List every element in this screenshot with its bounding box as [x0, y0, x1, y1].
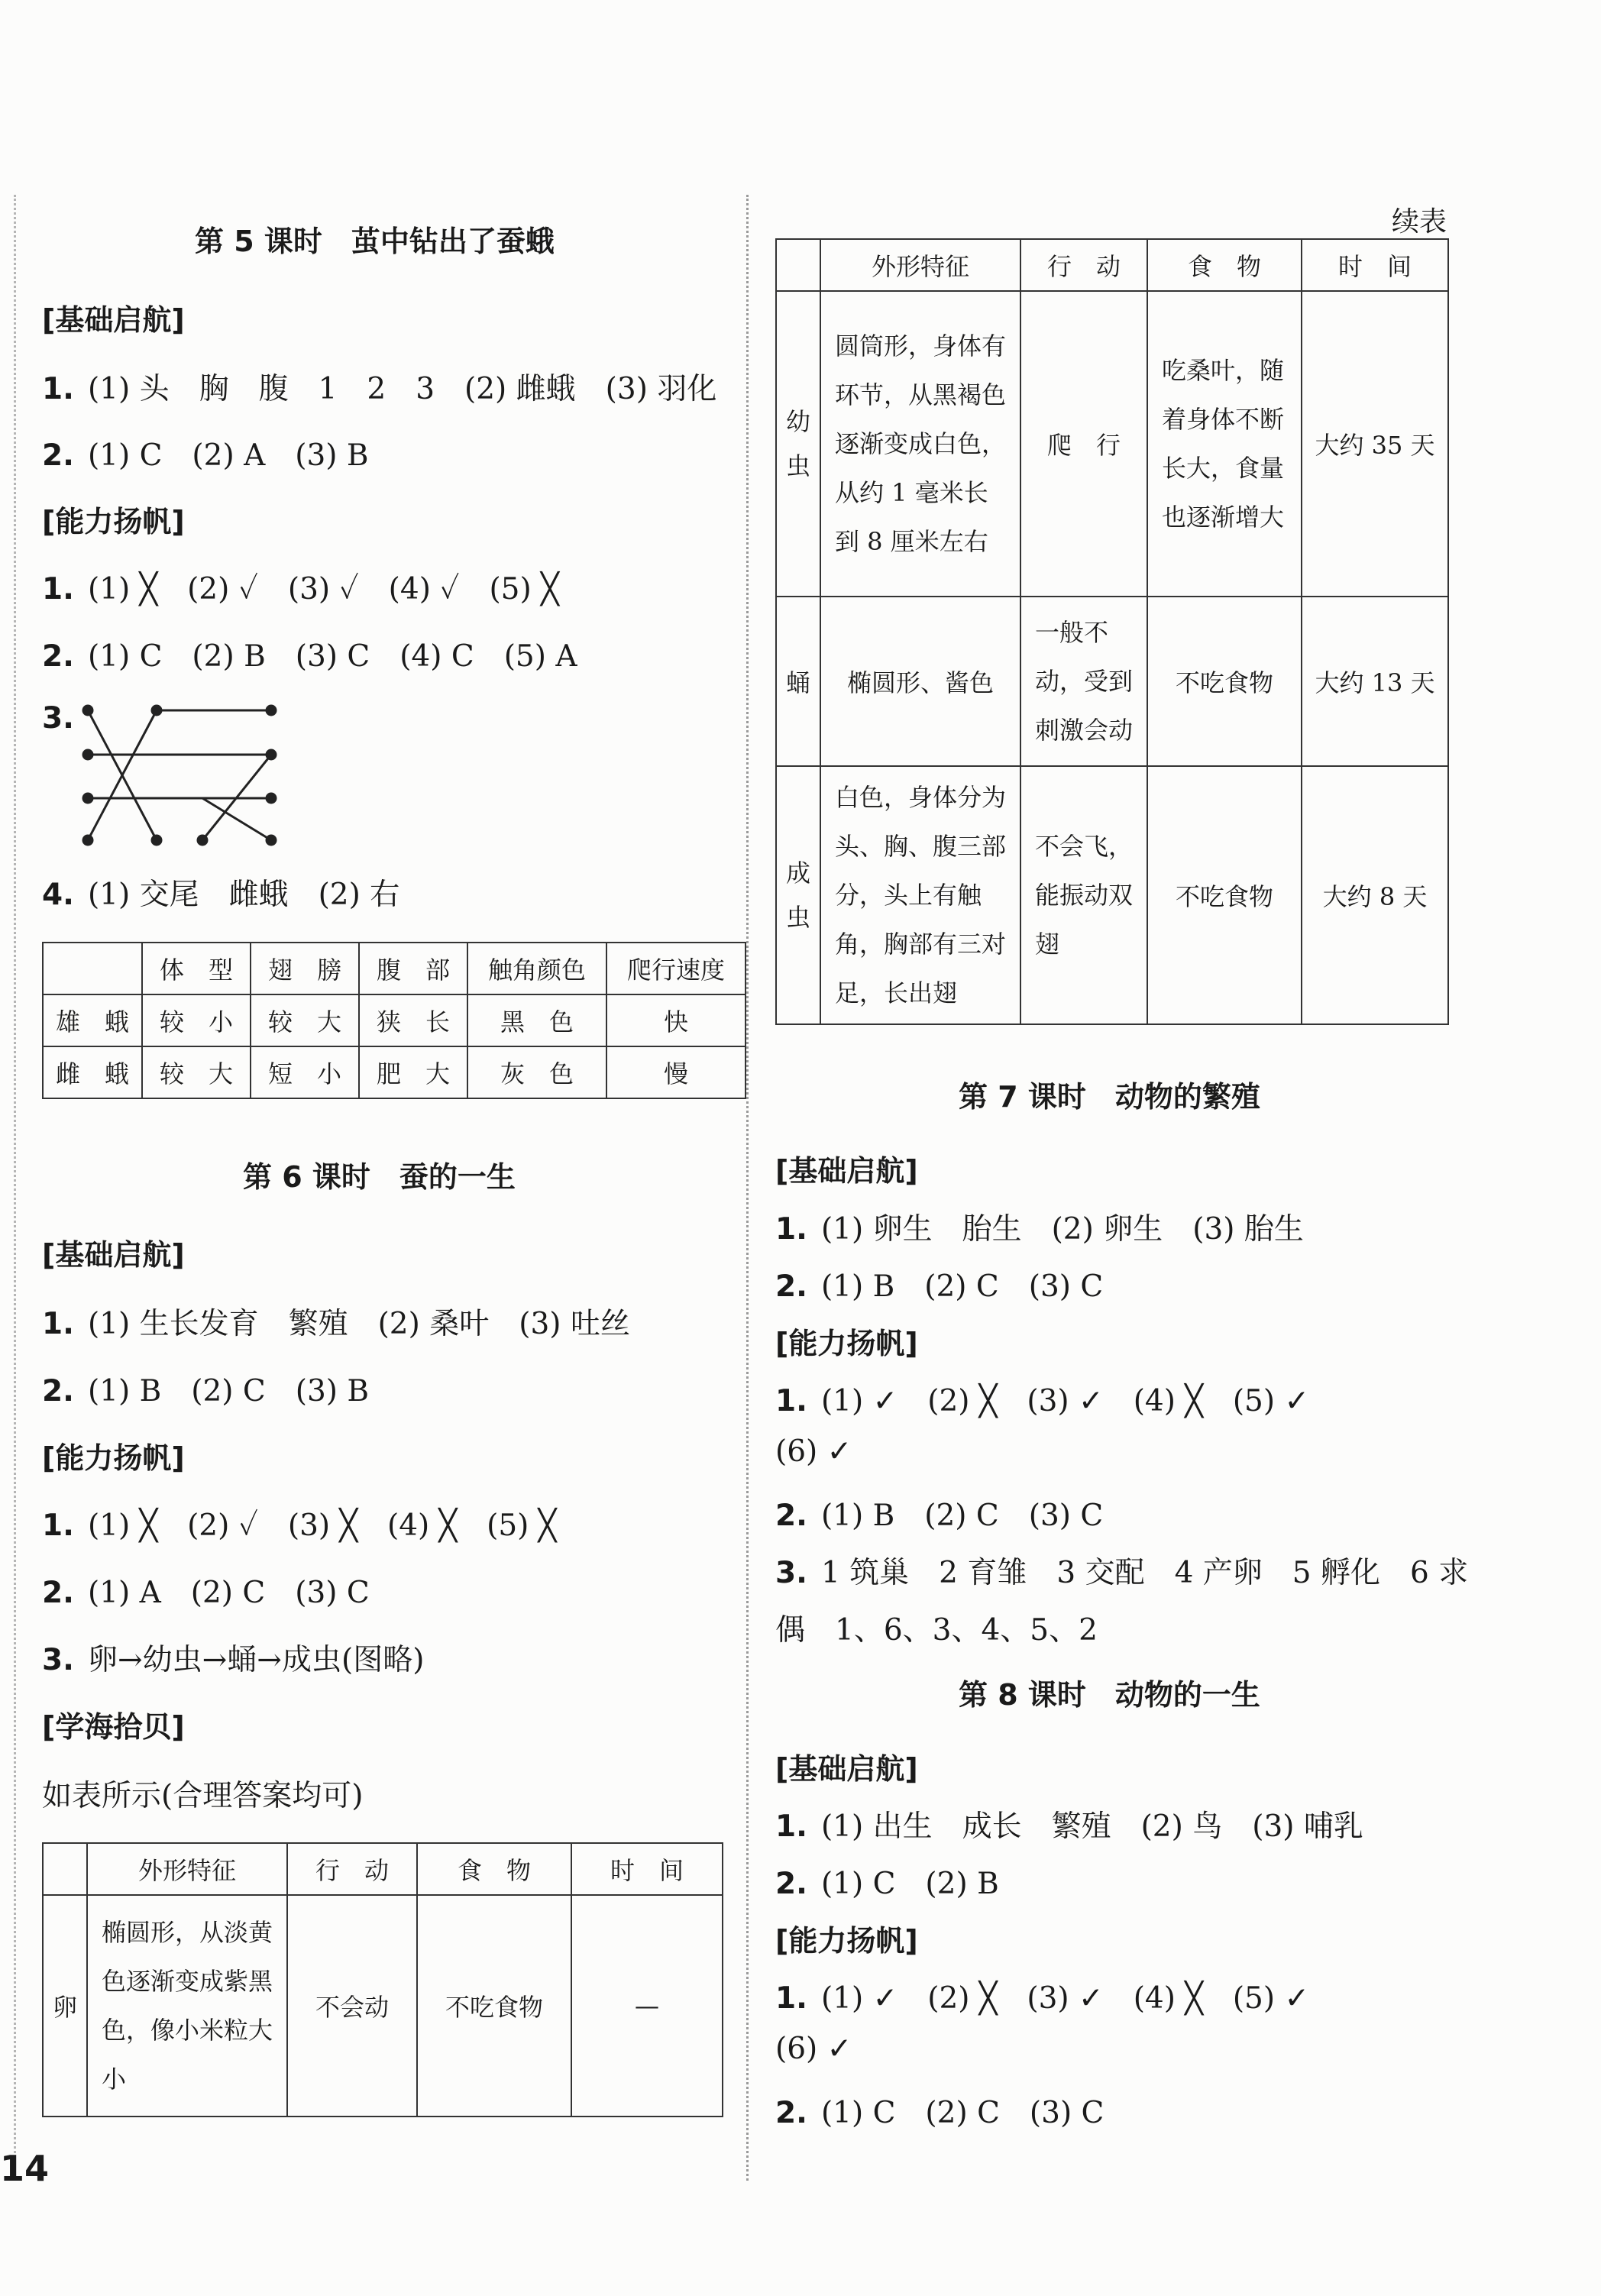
- table-header: [43, 1843, 87, 1895]
- table-header: 外形特征: [87, 1843, 287, 1895]
- answer-text: (1) 出生 成长 繁殖 (2) 鸟 (3) 哺乳: [820, 1809, 1363, 1844]
- lesson6-basic-label: [基础启航]: [42, 1238, 185, 1272]
- table-cell: 椭圆形，从淡黄色逐渐变成紫黑色，像小米粒大小: [87, 1895, 287, 2117]
- lesson8-b1: [775, 1803, 1363, 1845]
- margin-dots: [14, 195, 16, 2181]
- table-cell: 慢: [606, 1046, 746, 1098]
- lesson8-a2: [775, 2089, 1104, 2132]
- table-cell: 不吃食物: [1147, 597, 1302, 766]
- answer-text: (1) 生长发育 繁殖 (2) 桑叶 (3) 吐丝: [87, 1307, 630, 1341]
- lesson7-ability-label: [能力扬帆]: [775, 1327, 918, 1360]
- lesson5-basic-label: [基础启航]: [42, 303, 185, 337]
- lesson8-basic-label: [基础启航]: [775, 1752, 918, 1786]
- lesson8-a1-cont: (6) ✓: [775, 2032, 852, 2066]
- lesson6-a2: [42, 1569, 370, 1612]
- lesson8-a1: [775, 1974, 1309, 2017]
- table-cell: 雌 蛾: [43, 1046, 142, 1098]
- table-cell: 不吃食物: [417, 1895, 571, 2117]
- table-header-row: [43, 1843, 723, 1895]
- q-num: 2.: [775, 1867, 807, 1901]
- table-header: 时 间: [1302, 239, 1448, 291]
- q-num: 3.: [42, 1643, 74, 1677]
- table-cell: 短 小: [251, 1046, 359, 1098]
- q-num: 2.: [775, 1269, 807, 1304]
- q-num: 1.: [775, 1981, 807, 2016]
- table-cell: 雄 蛾: [43, 994, 142, 1046]
- table-cell: —: [571, 1895, 723, 2117]
- table-cell: 快: [606, 994, 746, 1046]
- q-num: 1.: [42, 1509, 74, 1543]
- table-cell: 一般不动，受到刺激会动: [1020, 597, 1147, 766]
- table-cell: 不吃食物: [1147, 766, 1302, 1024]
- lesson7-a3-cont: 偶 1、6、3、4、5、2: [775, 1613, 1098, 1648]
- lesson6-title: 第 6 课时 蚕的一生: [243, 1160, 516, 1194]
- answer-text: (1) A (2) C (3) C: [87, 1576, 370, 1610]
- table-cell: 圆筒形，身体有环节，从黑褐色逐渐变成白色，从约 1 毫米长到 8 厘米左右: [820, 291, 1020, 597]
- table-cell: 较 大: [251, 994, 359, 1046]
- table-cell: 椭圆形、酱色: [820, 597, 1020, 766]
- silkworm-stages-table: [775, 238, 1449, 1025]
- lesson8-ability-label: [能力扬帆]: [775, 1924, 918, 1958]
- table-header: 行 动: [287, 1843, 417, 1895]
- table-header-row: [776, 239, 1448, 291]
- table-cell: 爬 行: [1020, 291, 1147, 597]
- page-number: 14: [0, 2148, 50, 2189]
- answer-text: (1) ╳ (2) ✓ (3) ✓ (4) ✓ (5) ╳: [87, 572, 559, 606]
- answer-text: (1) 头 胸 腹 1 2 3 (2) 雌蛾 (3) 羽化: [87, 372, 717, 406]
- answer-text: (1) ╳ (2) ✓ (3) ╳ (4) ╳ (5) ╳: [87, 1509, 557, 1543]
- table-header: 食 物: [417, 1843, 571, 1895]
- q-num: 4.: [42, 878, 74, 912]
- answer-text: (1) B (2) C (3) C: [820, 1499, 1104, 1533]
- lesson7-a1: [775, 1377, 1309, 1420]
- lesson7-b2: [775, 1263, 1103, 1305]
- table-header: 食 物: [1147, 239, 1302, 291]
- q-num: 1.: [775, 1384, 807, 1418]
- lesson7-a3: [775, 1549, 1468, 1592]
- answer-text: (1) B (2) C (3) C: [820, 1269, 1104, 1304]
- answer-text: (1) ✓ (2) ╳ (3) ✓ (4) ╳ (5) ✓: [820, 1384, 1310, 1418]
- q-num: 1.: [42, 1307, 74, 1341]
- answer-text: 卵→幼虫→蛹→成虫(图略): [87, 1643, 425, 1677]
- table-cell: 黑 色: [467, 994, 606, 1046]
- table-cell: 狭 长: [359, 994, 467, 1046]
- table-header: 爬行速度: [606, 943, 746, 994]
- table-row: [776, 597, 1448, 766]
- table-cell: 灰 色: [467, 1046, 606, 1098]
- lesson7-basic-label: [基础启航]: [775, 1154, 918, 1188]
- table-header: 行 动: [1020, 239, 1147, 291]
- lesson6-b2: [42, 1367, 369, 1410]
- table-cell: 大约 8 天: [1302, 766, 1448, 1024]
- table-header-row: [43, 943, 746, 994]
- table-header: 翅 膀: [251, 943, 359, 994]
- matching-diagram: [80, 703, 279, 848]
- table-header: [776, 239, 820, 291]
- answer-text: (1) C (2) C (3) C: [820, 2096, 1105, 2130]
- table-row: [43, 1895, 723, 2117]
- q-num: 2.: [42, 1576, 74, 1610]
- lesson5-a4: [42, 871, 399, 914]
- table-cell: 较 小: [142, 994, 251, 1046]
- lesson6-a3: [42, 1636, 424, 1679]
- table-header: 体 型: [142, 943, 251, 994]
- answer-text: 1 筑巢 2 育雏 3 交配 4 产卵 5 孵化 6 求: [820, 1556, 1469, 1590]
- q-num: 2.: [42, 639, 74, 674]
- table-cell: 不会动: [287, 1895, 417, 2117]
- match-line: [202, 798, 271, 840]
- q-num: 2.: [42, 438, 74, 473]
- lesson8-title: 第 8 课时 动物的一生: [959, 1678, 1260, 1712]
- q-num: 1.: [775, 1809, 807, 1844]
- lesson6-extra-text: 如表所示(合理答案均可): [42, 1779, 364, 1813]
- answer-text: (1) 交尾 雌蛾 (2) 右: [87, 878, 400, 912]
- table-cell: 吃桑叶，随着身体不断长大，食量也逐渐增大: [1147, 291, 1302, 597]
- continued-note: 续表: [1392, 206, 1447, 238]
- lesson6-a1: [42, 1502, 556, 1544]
- answer-text: (1) C (2) B: [820, 1867, 999, 1901]
- q-num: 2.: [775, 1499, 807, 1533]
- lesson7-a2: [775, 1492, 1103, 1534]
- lesson5-title: 第 5 课时 茧中钻出了蚕蛾: [195, 225, 555, 258]
- lesson5-b1: [42, 365, 716, 408]
- table-cell: 幼虫: [776, 291, 820, 597]
- lesson5-ability-label: [能力扬帆]: [42, 505, 185, 538]
- table-row: [43, 994, 746, 1046]
- lesson7-title: 第 7 课时 动物的繁殖: [959, 1080, 1260, 1114]
- table-row: [776, 766, 1448, 1024]
- column-divider: [746, 195, 749, 2181]
- table-row: [776, 291, 1448, 597]
- table-cell: 大约 35 天: [1302, 291, 1448, 597]
- table-cell: 蛹: [776, 597, 820, 766]
- table-cell: 大约 13 天: [1302, 597, 1448, 766]
- table-header: 外形特征: [820, 239, 1020, 291]
- lesson6-ability-label: [能力扬帆]: [42, 1441, 185, 1475]
- answer-text: (1) C (2) A (3) B: [87, 438, 369, 473]
- table-cell: 卵: [43, 1895, 87, 2117]
- table-cell: 肥 大: [359, 1046, 467, 1098]
- table-cell: 成虫: [776, 766, 820, 1024]
- q-num: 1.: [42, 372, 74, 406]
- answer-text: (1) C (2) B (3) C (4) C (5) A: [87, 639, 577, 674]
- table-cell: 不会飞，能振动双翅: [1020, 766, 1147, 1024]
- lesson8-b2: [775, 1860, 999, 1903]
- table-row: [43, 1046, 746, 1098]
- q-num: 1.: [775, 1212, 807, 1247]
- q-num: 2.: [775, 2096, 807, 2130]
- q-num: 1.: [42, 572, 74, 606]
- table-cell: 较 大: [142, 1046, 251, 1098]
- table-header: [43, 943, 142, 994]
- lesson5-a2: [42, 632, 577, 675]
- lesson7-b1: [775, 1205, 1304, 1248]
- table-header: 腹 部: [359, 943, 467, 994]
- table-header: 触角颜色: [467, 943, 606, 994]
- answer-text: (1) ✓ (2) ╳ (3) ✓ (4) ╳ (5) ✓: [820, 1981, 1310, 2016]
- q-num: 3.: [42, 701, 74, 736]
- moth-compare-table: [42, 942, 746, 1099]
- lesson6-b1: [42, 1300, 630, 1343]
- table-cell: 白色，身体分为头、胸、腹三部分，头上有触角，胸部有三对足，长出翅: [820, 766, 1020, 1024]
- lesson7-a1-cont: (6) ✓: [775, 1434, 852, 1469]
- lesson5-a1: [42, 565, 559, 608]
- lesson5-b2: [42, 432, 369, 474]
- q-num: 3.: [775, 1556, 807, 1590]
- q-num: 2.: [42, 1374, 74, 1408]
- answer-text: (1) 卵生 胎生 (2) 卵生 (3) 胎生: [820, 1212, 1304, 1247]
- lesson6-extra-label: [学海拾贝]: [42, 1710, 185, 1744]
- answer-text: (1) B (2) C (3) B: [87, 1374, 370, 1408]
- silkworm-egg-table: [42, 1842, 723, 2117]
- table-header: 时 间: [571, 1843, 723, 1895]
